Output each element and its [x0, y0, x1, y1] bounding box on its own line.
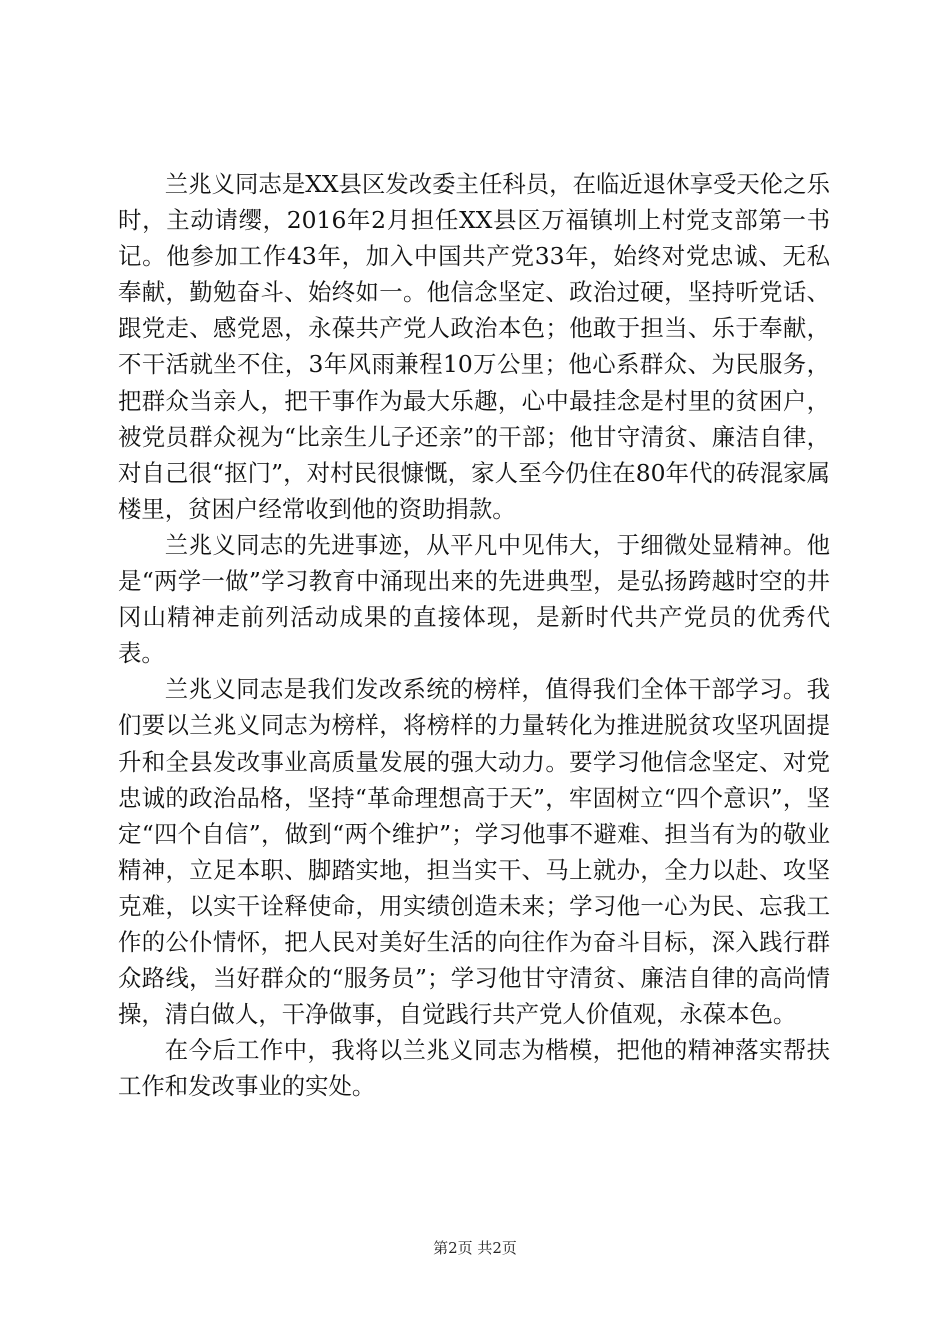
paragraph-1: 兰兆义同志是XX县区发改委主任科员，在临近退休享受天伦之乐时，主动请缨，2016年2月担任XX县区万福镇圳上村党支部第一书记。他参加工作43年，加入中国共产党33年，始终对党忠诚、无私奉献，勤勉奋斗、始终如一。他信念坚定、政治过硬，坚持听党话、跟党走、感党恩，永葆共产党人政治本色；他敢于担当、乐于奉献，不干活就坐不住，3年风雨兼程10万公里；他心系群众、为民服务，把群众当亲人，把干事作为最大乐趣，心中最挂念是村里的贫困户，被党员群众视为“比亲生儿子还亲”的干部；他甘守清贫、廉洁自律，对自己很“抠门”，对村民很慷慨，家人至今仍住在80年代的砖混家属楼里，贫困户经常收到他的资助捐款。: [118, 170, 830, 523]
paragraph-4: 在今后工作中，我将以兰兆义同志为楷模，把他的精神落实帮扶工作和发改事业的实处。: [118, 1036, 830, 1101]
page-footer: [0, 1238, 950, 1258]
paragraph-2: 兰兆义同志的先进事迹，从平凡中见伟大，于细微处显精神。他是“两学一做”学习教育中涌现出来的先进典型，是弘扬跨越时空的井冈山精神走前列活动成果的直接体现，是新时代共产党员的优秀代表。: [118, 530, 830, 668]
paragraph-3: 兰兆义同志是我们发改系统的榜样，值得我们全体干部学习。我们要以兰兆义同志为榜样，将榜样的力量转化为推进脱贫攻坚巩固提升和全县发改事业高质量发展的强大动力。要学习他信念坚定、对党忠诚的政治品格，坚持“革命理想高于天”，牢固树立“四个意识”，坚定“四个自信”，做到“两个维护”；学习他事不避难、担当有为的敬业精神，立足本职、脚踏实地，担当实干、马上就办，全力以赴、攻坚克难，以实干诠释使命，用实绩创造未来；学习他一心为民、忘我工作的公仆情怀，把人民对美好生活的向往作为奋斗目标，深入践行群众路线，当好群众的“服务员”；学习他甘守清贫、廉洁自律的高尚情操，清白做人，干净做事，自觉践行共产党人价值观，永葆本色。: [118, 675, 830, 1029]
page-number-label: 第2页 共2页: [433, 1239, 517, 1257]
document-body: [118, 166, 830, 1104]
